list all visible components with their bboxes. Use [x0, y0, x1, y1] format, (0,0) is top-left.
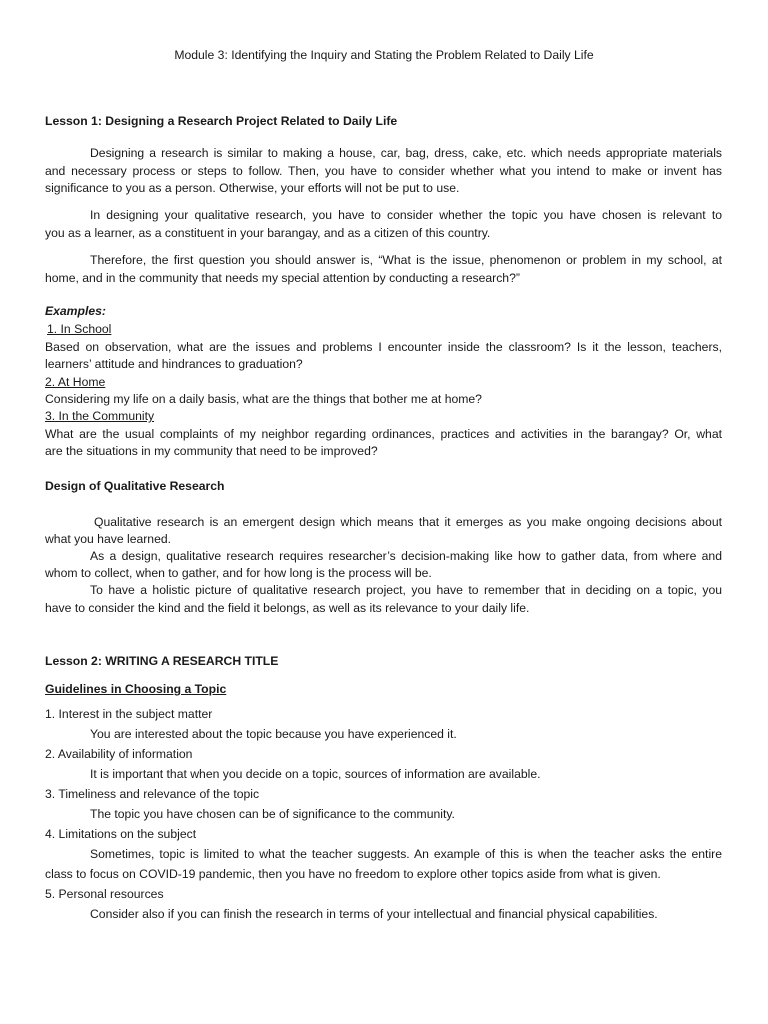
text-line: have to consider the kind and the field it belongs, as well as its relevance to your daily life.: [45, 601, 530, 615]
text-line: In designing your qualitative research, you have to consider whether the topic you have chosen is relevant to: [90, 208, 722, 222]
module-title: Module 3: Identifying the Inquiry and Stating the Problem Related to Daily Life: [174, 48, 594, 62]
design-heading: Design of Qualitative Research: [45, 479, 225, 493]
guidelines-subheading: Guidelines in Choosing a Topic: [45, 682, 227, 696]
examples-label: Examples:: [45, 304, 106, 318]
lesson1-heading: Lesson 1: Designing a Research Project Related to Daily Life: [45, 114, 398, 128]
text-line: You are interested about the topic because you have experienced it.: [90, 727, 457, 741]
lesson2-heading: Lesson 2: WRITING A RESEARCH TITLE: [45, 654, 279, 668]
text-line: The topic you have chosen can be of significance to the community.: [90, 807, 455, 821]
guideline-title: 3. Timeliness and relevance of the topic: [45, 787, 260, 801]
text-line: To have a holistic picture of qualitative research project, you have to remember that in deciding on a topic, you: [90, 583, 722, 597]
text-line: are the situations in my community that need to be improved?: [45, 444, 378, 458]
guideline-title: 1. Interest in the subject matter: [45, 707, 213, 721]
text-line: whom to collect, when to gather, and for how long is the process will be.: [45, 566, 432, 580]
text-line: Considering my life on a daily basis, what are the things that bother me at home?: [45, 392, 482, 406]
text-line: home, and in the community that needs my special attention by conducting a research?”: [45, 271, 520, 285]
text-line: class to focus on COVID-19 pandemic, then you have no freedom to explore other topics aside from what is given.: [45, 867, 661, 881]
text-line: Qualitative research is an emergent design which means that it emerges as you make ongoing decisions about: [94, 515, 722, 529]
text-line: significance to you as a person. Otherwise, your efforts will not be put to use.: [45, 181, 460, 195]
example-heading: 3. In the Community: [45, 409, 155, 423]
guideline-title: 5. Personal resources: [45, 887, 164, 901]
text-line: Sometimes, topic is limited to what the teacher suggests. An example of this is when the teacher asks the entire: [90, 847, 722, 861]
text-line: Based on observation, what are the issues and problems I encounter inside the classroom? Is it the lesson, teachers,: [45, 340, 722, 354]
text-line: learners’ attitude and hindrances to graduation?: [45, 357, 303, 371]
text-line: and necessary process or steps to follow. Then, you have to consider whether what you intend to make or invent has: [45, 164, 722, 178]
text-line: It is important that when you decide on a topic, sources of information are available.: [90, 767, 541, 781]
guideline-title: 4. Limitations on the subject: [45, 827, 197, 841]
text-line: you as a learner, as a constituent in your barangay, and as a citizen of this country.: [45, 226, 491, 240]
text-line: Designing a research is similar to making a house, car, bag, dress, cake, etc. which needs appropriate materials: [90, 146, 722, 160]
text-line: what you have learned.: [45, 532, 172, 546]
example-heading: 2. At Home: [45, 375, 106, 389]
text-line: What are the usual complaints of my neighbor regarding ordinances, practices and activities in the barangay? Or, what: [45, 427, 722, 441]
text-line: Therefore, the first question you should answer is, “What is the issue, phenomenon or problem in my school, at: [90, 253, 722, 267]
text-line: As a design, qualitative research requires researcher’s decision-making like how to gather data, from where and: [90, 549, 722, 563]
guideline-title: 2. Availability of information: [45, 747, 193, 761]
text-line: Consider also if you can finish the research in terms of your intellectual and financial physical capabilities.: [90, 907, 658, 921]
example-heading: 1. In School: [47, 322, 112, 336]
